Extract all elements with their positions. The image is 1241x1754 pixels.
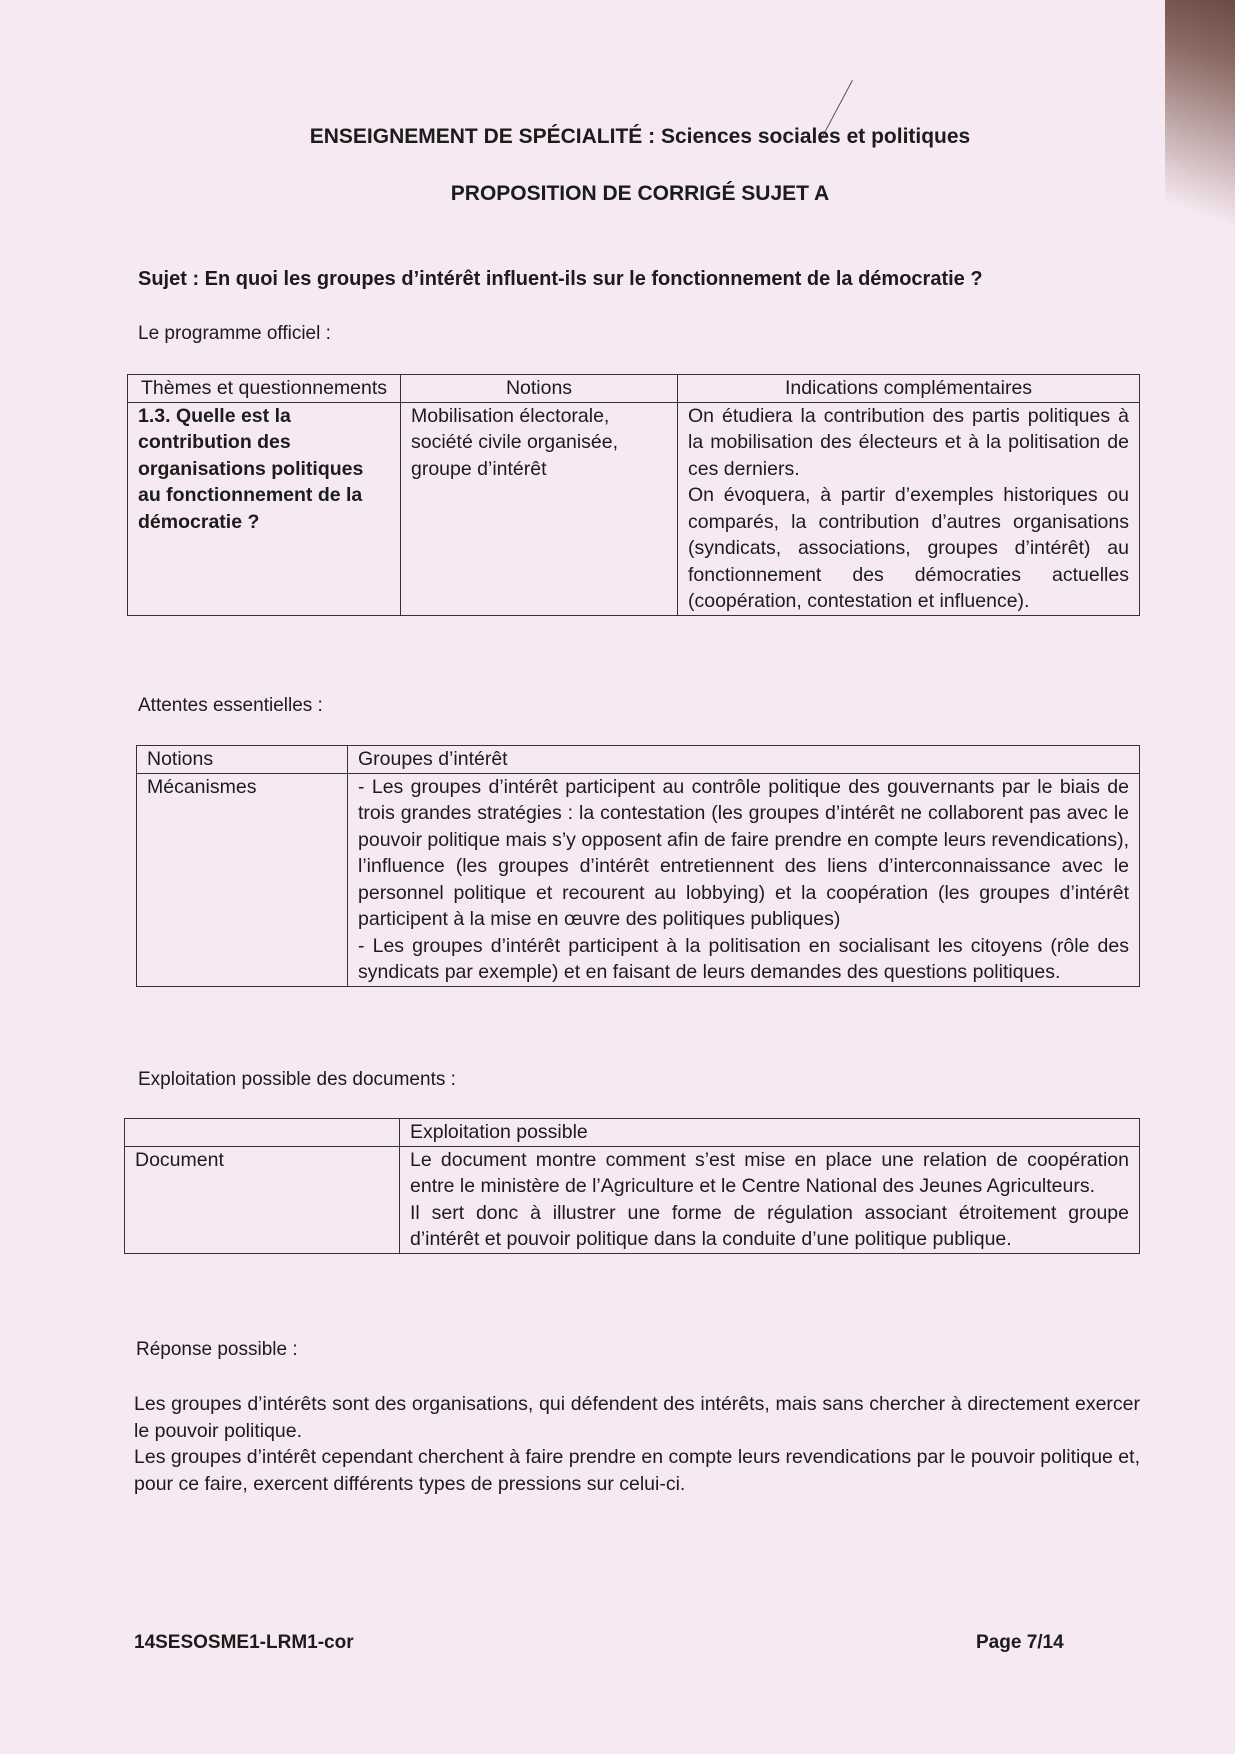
- header-cell: Exploitation possible: [400, 1119, 1140, 1147]
- programme-label: Le programme officiel :: [138, 323, 331, 344]
- subject-heading: Sujet : En quoi les groupes d’intérêt influent-ils sur le fonctionnement de la démocratie ?: [138, 268, 983, 290]
- page-subtitle: PROPOSITION DE CORRIGÉ SUJET A: [450, 182, 830, 205]
- row-label-cell: Mécanismes: [137, 773, 348, 986]
- indications-cell: [678, 402, 1140, 615]
- reponse-paragraph: Les groupes d’intérêts sont des organisations, qui défendent des intérêts, mais sans chercher à directement exercer le pouvoir politique.: [134, 1393, 1140, 1442]
- mecanismes-paragraph: - Les groupes d’intérêt participent à la politisation en socialisant les citoyens (rôle des syndicats par exemple) et en faisant de leurs demandes des questions politiques.: [358, 934, 1129, 983]
- programme-table: [127, 374, 1140, 616]
- indications-paragraph: On étudiera la contribution des partis politiques à la mobilisation des électeurs et à la politisation de ces derniers.: [688, 404, 1129, 480]
- table-row: [137, 746, 1140, 774]
- reponse-label: Réponse possible :: [136, 1339, 298, 1360]
- page-edge-shadow: [1165, 0, 1235, 300]
- row-value-cell: [348, 773, 1140, 986]
- table-header-row: [128, 375, 1140, 403]
- table-row: [128, 402, 1140, 615]
- table-header-row: [125, 1119, 1140, 1147]
- exploitation-paragraph: Il sert donc à illustrer une forme de régulation associant étroitement groupe d’intérêt et pouvoir politique dans la conduite d’une politique publique.: [410, 1201, 1129, 1250]
- reponse-paragraph: Les groupes d’intérêt cependant cherchent à faire prendre en compte leurs revendications par le pouvoir politique et, pour ce faire, exercent différents types de pressions sur celui-ci.: [134, 1446, 1140, 1495]
- indications-paragraph: On évoquera, à partir d’exemples historiques ou comparés, la contribution d’autres organisations (syndicats, associations, groupes d’intérêt) au fonctionnement des démocraties actuelles (coopération, contestation et influence).: [688, 484, 1129, 612]
- footer-page-number: Page 7/14: [976, 1632, 1064, 1653]
- header-cell: Thèmes et questionnements: [128, 375, 401, 403]
- row-label-cell: Notions: [137, 746, 348, 774]
- header-cell: Indications complémentaires: [678, 375, 1140, 403]
- theme-cell: 1.3. Quelle est la contribution des organisations politiques au fonctionnement de la démocratie ?: [128, 402, 401, 615]
- table-row: [125, 1146, 1140, 1253]
- row-value-cell: Groupes d’intérêt: [348, 746, 1140, 774]
- row-value-cell: [400, 1146, 1140, 1253]
- exploitation-paragraph: Le document montre comment s’est mise en place une relation de coopération entre le ministère de l’Agriculture et le Centre National des Jeunes Agriculteurs.: [410, 1148, 1129, 1197]
- row-label-cell: Document: [125, 1146, 400, 1253]
- header-cell: Notions: [401, 375, 678, 403]
- table-row: [137, 773, 1140, 986]
- footer-code: 14SESOSME1-LRM1-cor: [134, 1632, 354, 1653]
- attentes-table: [136, 745, 1140, 987]
- page-title: ENSEIGNEMENT DE SPÉCIALITÉ : Sciences sociales et politiques: [309, 125, 971, 148]
- exploitation-label: Exploitation possible des documents :: [138, 1069, 456, 1090]
- exploitation-table: [124, 1118, 1140, 1254]
- attentes-label: Attentes essentielles :: [138, 695, 323, 716]
- empty-header-cell: [125, 1119, 400, 1147]
- mecanismes-paragraph: - Les groupes d’intérêt participent au contrôle politique des gouvernants par le biais de trois grandes stratégies : la contestation (les groupes d’intérêt ne collaborent pas avec le pouvoir politique mais s’y opposent afin de faire prendre en compte leurs revendications), l’influence (les groupes d’intérêt entretiennent des liens d’interconnaissance avec le personnel politique et recourent au lobbying) et la coopération (les groupes d’intérêt participent à la mise en œuvre des politiques publiques): [358, 775, 1129, 930]
- notions-cell: Mobilisation électorale, société civile organisée, groupe d’intérêt: [401, 402, 678, 615]
